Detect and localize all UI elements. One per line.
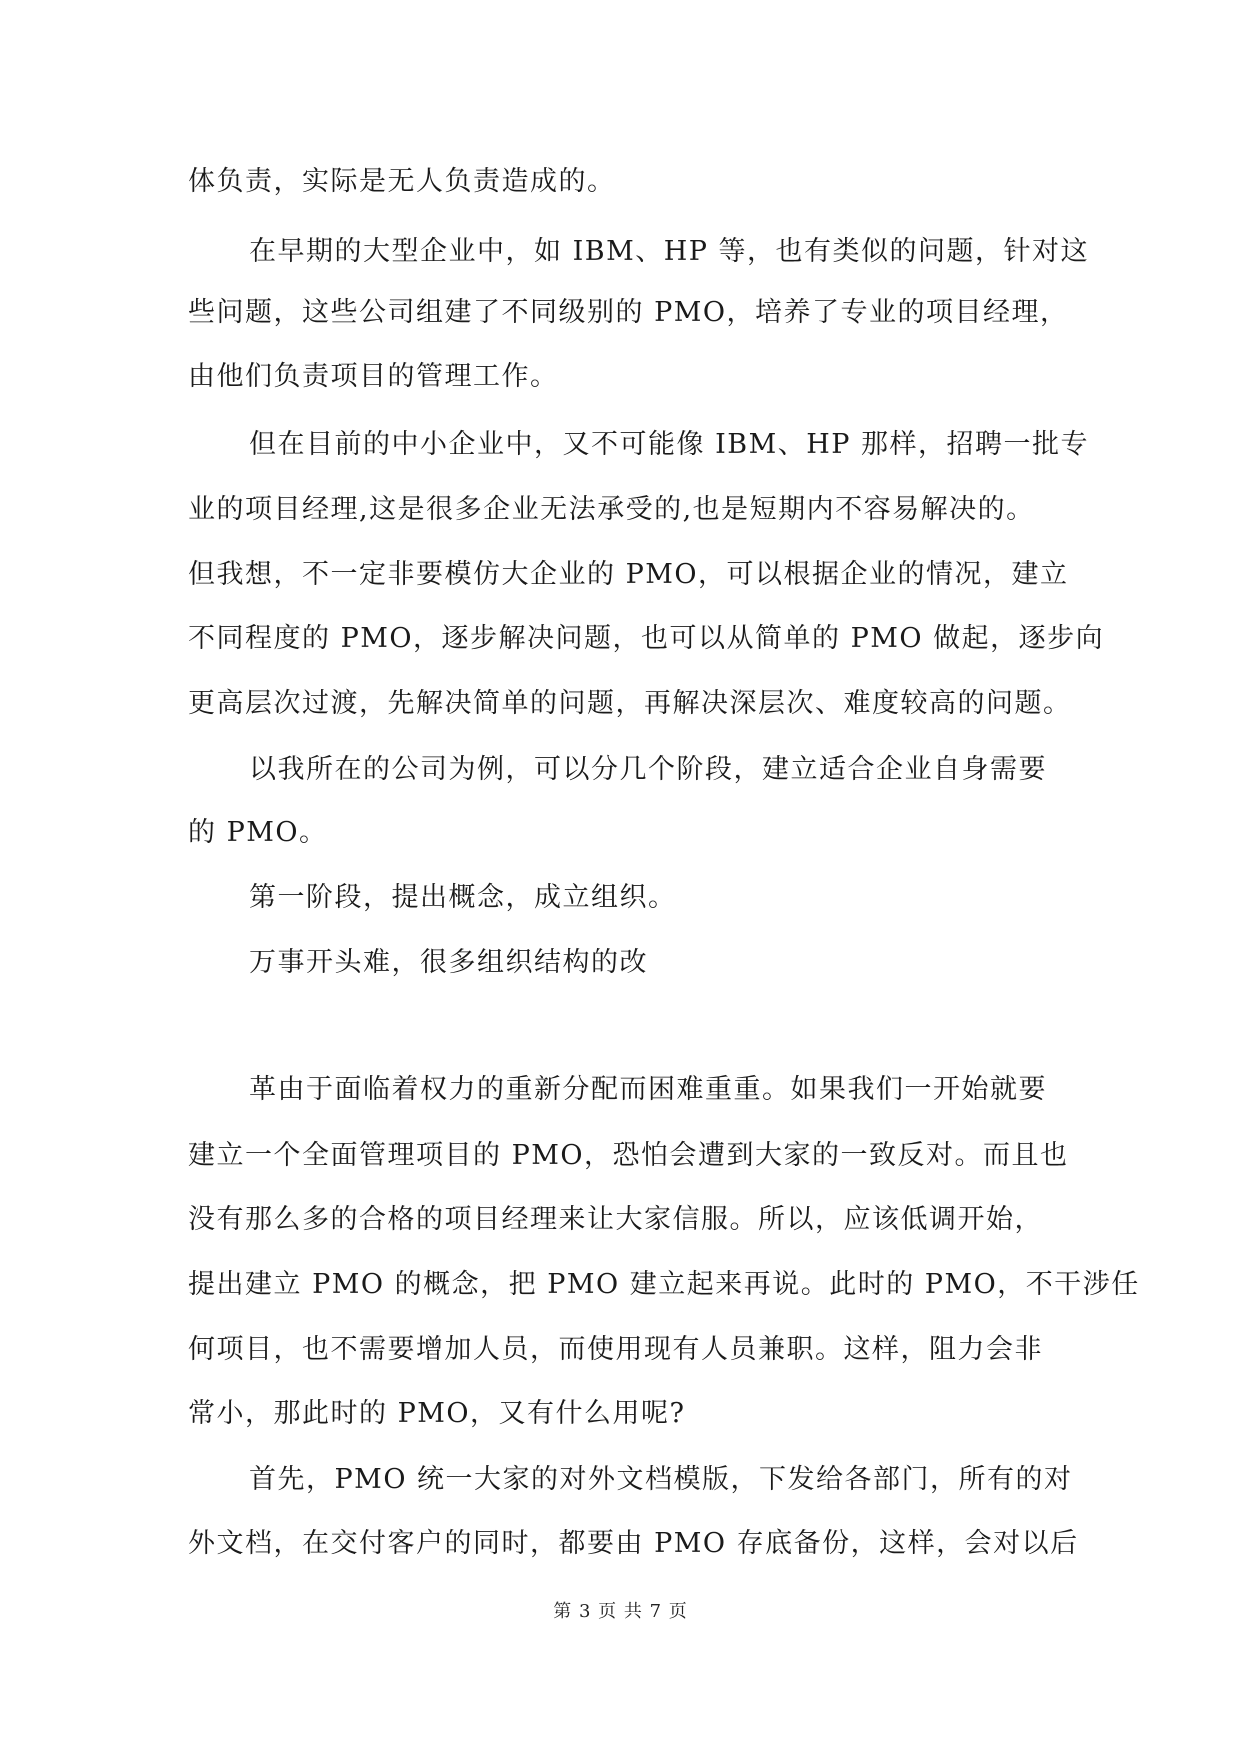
text-line-21: 外文档，在交付客户的同时，都要由 PMO 存底备份，这样，会对以后 bbox=[188, 1528, 1079, 1559]
text-line-19: 常小，那此时的 PMO，又有什么用呢? bbox=[188, 1398, 686, 1429]
text-line-18: 何项目，也不需要增加人员，而使用现有人员兼职。这样，阻力会非 bbox=[188, 1334, 1043, 1365]
text-line-13: 万事开头难，很多组织结构的改 bbox=[249, 947, 648, 978]
text-line-20: 首先，PMO 统一大家的对外文档模版，下发给各部门，所有的对 bbox=[249, 1464, 1073, 1495]
text-line-10: 以我所在的公司为例，可以分几个阶段，建立适合企业自身需要 bbox=[249, 754, 1047, 785]
text-line-16: 没有那么多的合格的项目经理来让大家信服。所以，应该低调开始， bbox=[188, 1204, 1043, 1235]
text-line-5: 但在目前的中小企业中，又不可能像 IBM、HP 那样，招聘一批专 bbox=[249, 429, 1090, 460]
page-number-footer: 第 3 页 共 7 页 bbox=[553, 1601, 688, 1622]
text-line-2: 在早期的大型企业中，如 IBM、HP 等，也有类似的问题，针对这 bbox=[249, 236, 1090, 267]
text-line-4: 由他们负责项目的管理工作。 bbox=[188, 361, 559, 392]
text-line-11: 的 PMO。 bbox=[188, 817, 328, 848]
text-line-1: 体负责，实际是无人负责造成的。 bbox=[188, 166, 616, 197]
text-line-7: 但我想，不一定非要模仿大企业的 PMO，可以根据企业的情况，建立 bbox=[188, 559, 1069, 590]
text-line-12: 第一阶段，提出概念，成立组织。 bbox=[249, 882, 677, 913]
text-line-9: 更高层次过渡，先解决简单的问题，再解决深层次、难度较高的问题。 bbox=[188, 688, 1072, 719]
text-line-17: 提出建立 PMO 的概念，把 PMO 建立起来再说。此时的 PMO，不干涉任 bbox=[188, 1269, 1140, 1300]
text-line-6: 业的项目经理,这是很多企业无法承受的,也是短期内不容易解决的。 bbox=[188, 494, 1035, 525]
text-line-8: 不同程度的 PMO，逐步解决问题，也可以从简单的 PMO 做起，逐步向 bbox=[188, 623, 1105, 654]
text-line-15: 建立一个全面管理项目的 PMO，恐怕会遭到大家的一致反对。而且也 bbox=[188, 1140, 1069, 1171]
text-line-14: 革由于面临着权力的重新分配而困难重重。如果我们一开始就要 bbox=[249, 1074, 1047, 1105]
text-line-3: 些问题，这些公司组建了不同级别的 PMO，培养了专业的项目经理， bbox=[188, 297, 1069, 328]
